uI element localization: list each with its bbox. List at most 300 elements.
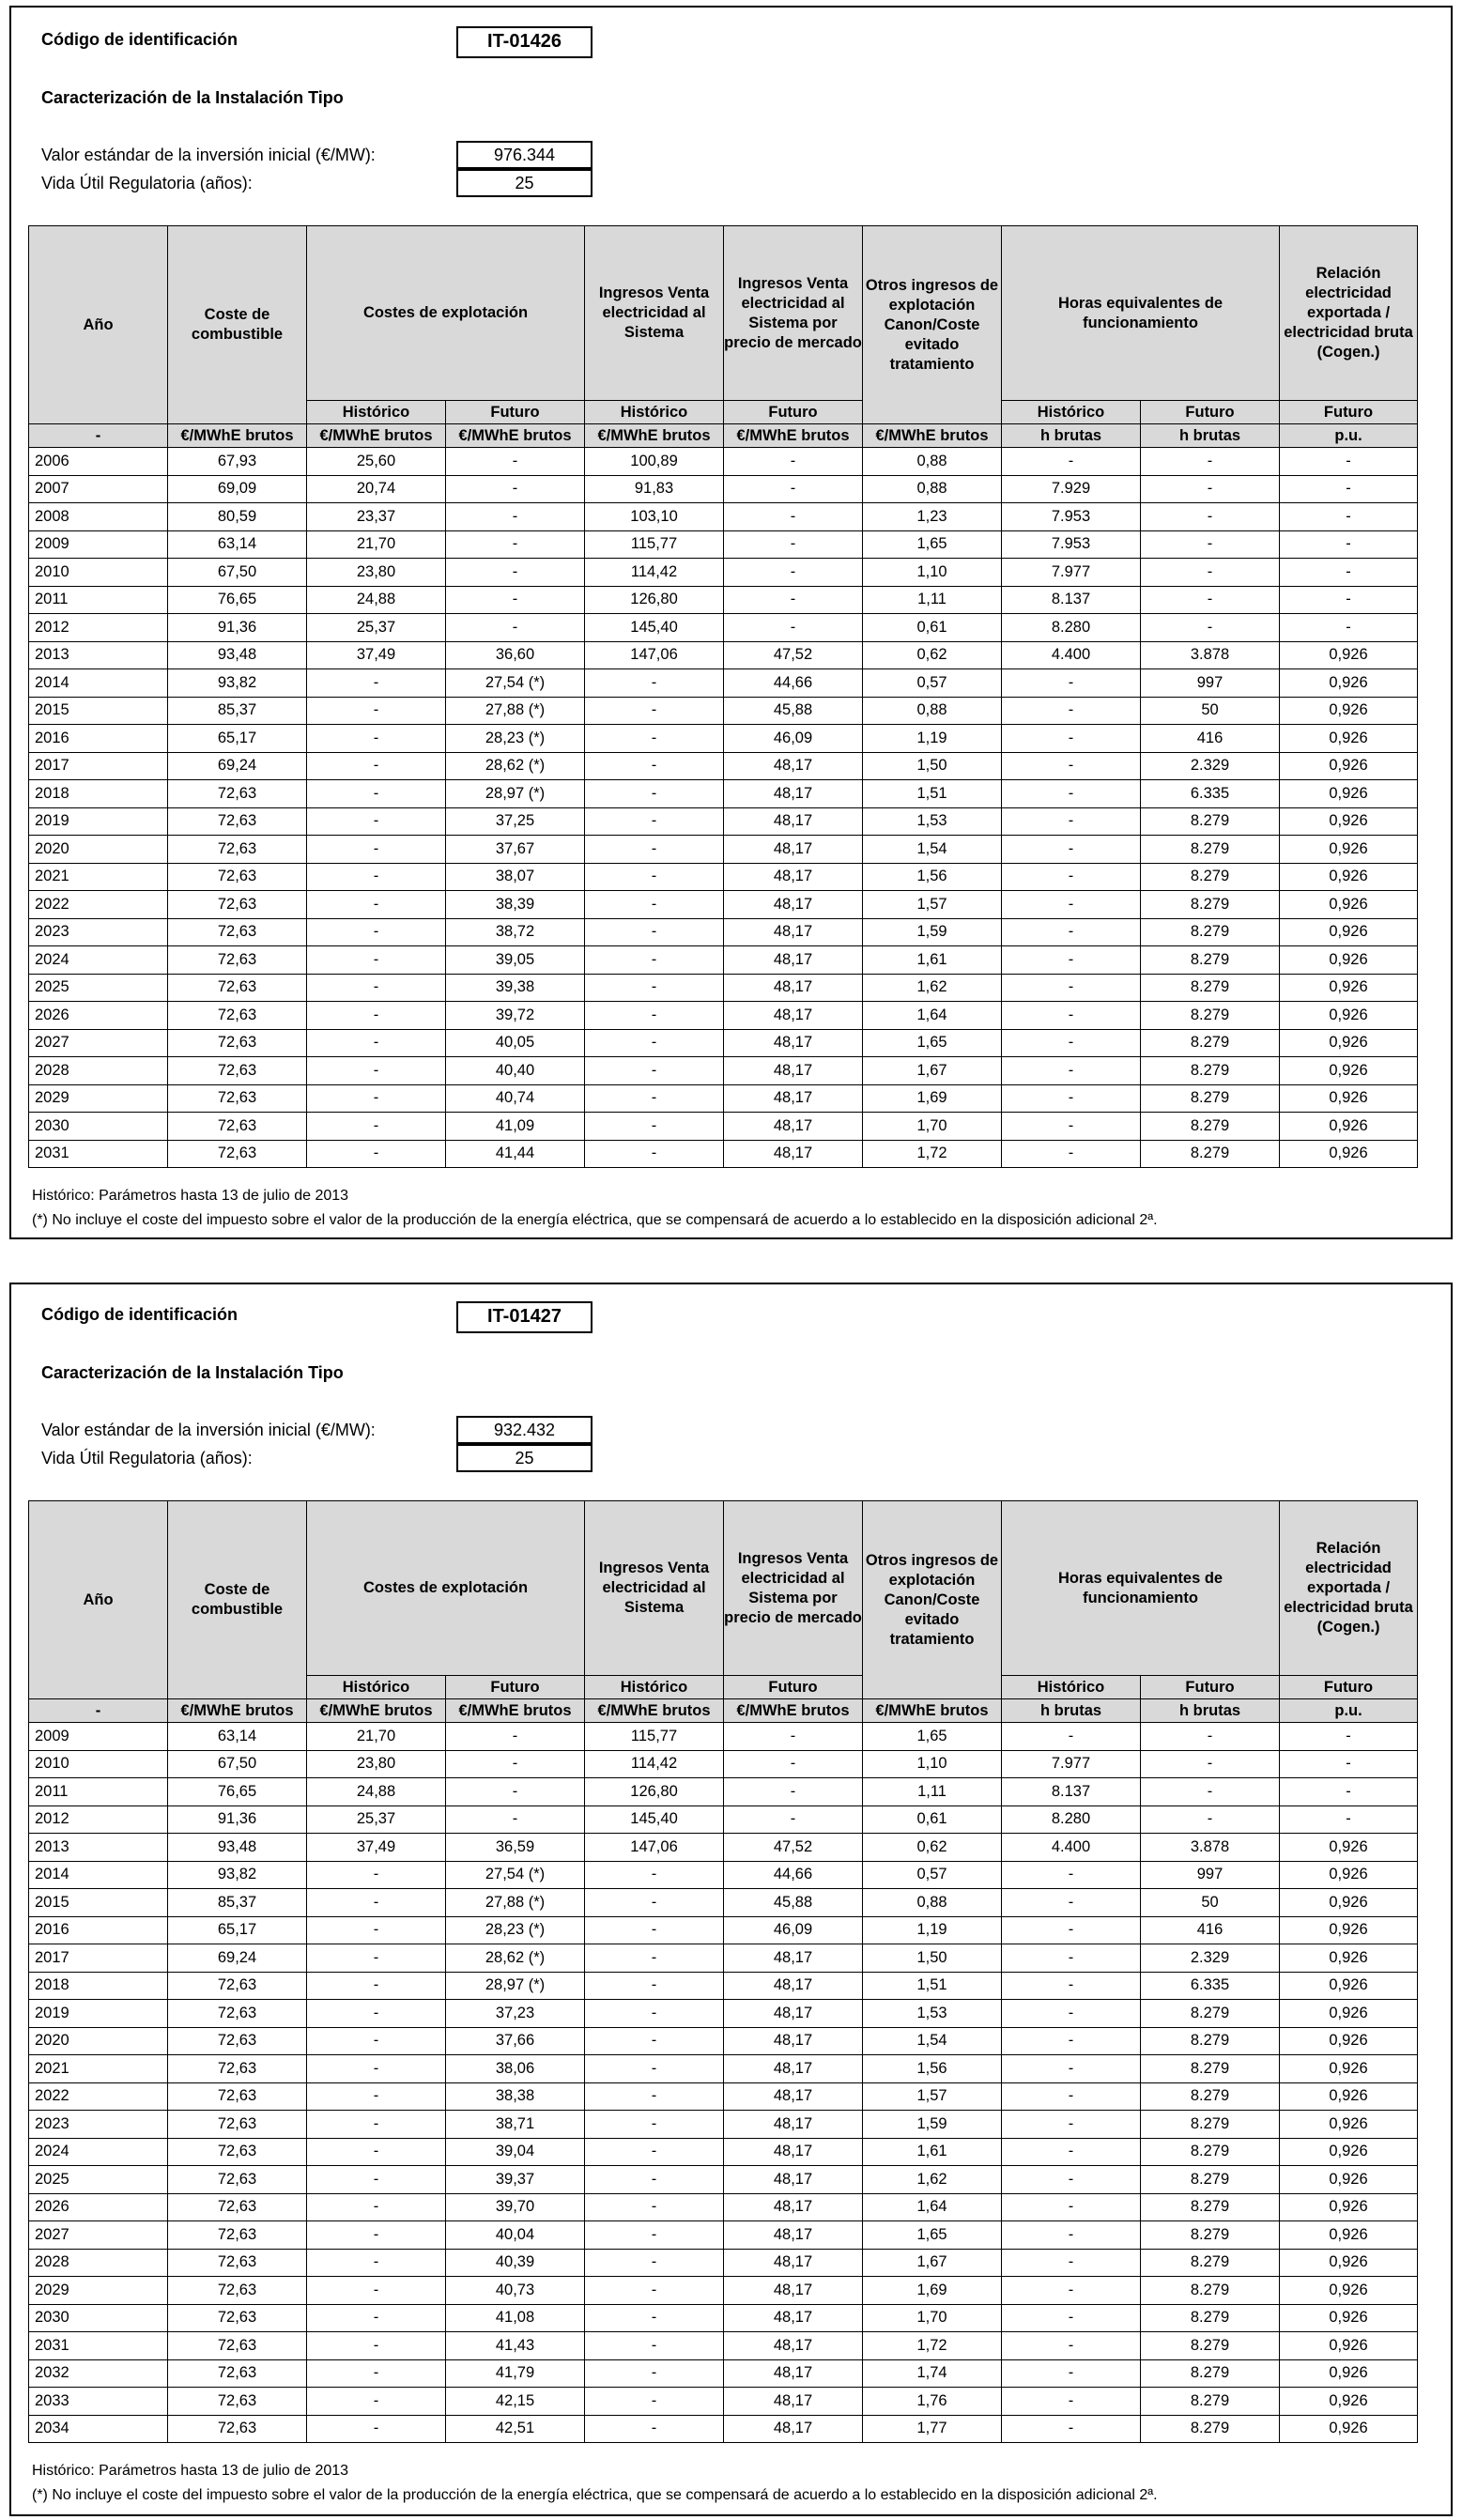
year-cell: 2016 — [29, 725, 168, 753]
header-opex: Costes de explotación — [307, 1501, 585, 1676]
value-cell: - — [1002, 2082, 1141, 2111]
value-cell: 1,65 — [863, 530, 1002, 559]
sub-historic: Histórico — [585, 401, 724, 424]
table-body — [29, 1723, 1418, 2443]
year-cell: 2020 — [29, 836, 168, 864]
value-cell: 115,77 — [585, 1723, 724, 1751]
life-label: Vida Útil Regulatoria (años): — [41, 174, 253, 192]
year-cell: 2022 — [29, 2082, 168, 2111]
value-cell: - — [1002, 2249, 1141, 2277]
year-cell: 2027 — [29, 1029, 168, 1057]
value-cell: - — [585, 1057, 724, 1085]
value-cell: 8.279 — [1141, 2082, 1280, 2111]
value-cell: 46,09 — [724, 1916, 863, 1944]
value-cell: 0,926 — [1280, 1113, 1418, 1141]
value-cell: 40,05 — [446, 1029, 585, 1057]
value-cell: 67,93 — [168, 448, 307, 476]
table-row — [29, 2082, 1418, 2111]
value-cell: 1,10 — [863, 559, 1002, 587]
value-cell: 0,926 — [1280, 2138, 1418, 2166]
value-cell: 45,88 — [724, 697, 863, 725]
table-row — [29, 891, 1418, 919]
value-cell: - — [1141, 448, 1280, 476]
data-table — [28, 1500, 1418, 2443]
table-row — [29, 475, 1418, 503]
value-cell: 0,926 — [1280, 2332, 1418, 2360]
header-year: Año — [29, 1501, 168, 1699]
note-footnote: (*) No incluye el coste del impuesto sobre el valor de la producción de la energía eléctrica, que se compensará de acuerdo a lo establecido en la disposición adicional 2ª. — [32, 1212, 1158, 1228]
code-value: IT-01427 — [456, 1301, 592, 1333]
value-cell: 72,63 — [168, 2027, 307, 2055]
year-cell: 2032 — [29, 2359, 168, 2388]
value-cell: 48,17 — [724, 2082, 863, 2111]
table-row — [29, 807, 1418, 836]
value-cell: 28,62 (*) — [446, 752, 585, 780]
value-cell: 0,926 — [1280, 974, 1418, 1002]
value-cell: - — [1002, 1057, 1141, 1085]
value-cell: 72,63 — [168, 2332, 307, 2360]
value-cell: - — [446, 1723, 585, 1751]
value-cell: 48,17 — [724, 2249, 863, 2277]
value-cell: 0,88 — [863, 1889, 1002, 1917]
value-cell: 8.279 — [1141, 1113, 1280, 1141]
table-row — [29, 1861, 1418, 1889]
sub-historic: Histórico — [1002, 1676, 1141, 1699]
value-cell: 1,61 — [863, 2138, 1002, 2166]
investment-label: Valor estándar de la inversión inicial (€/MW): — [41, 146, 376, 164]
sub-future: Futuro — [1141, 401, 1280, 424]
year-cell: 2028 — [29, 1057, 168, 1085]
unit-cell: h brutas — [1002, 1699, 1141, 1723]
value-cell: 0,926 — [1280, 2249, 1418, 2277]
year-cell: 2015 — [29, 1889, 168, 1917]
value-cell: 72,63 — [168, 2415, 307, 2443]
year-cell: 2009 — [29, 530, 168, 559]
value-cell: - — [1002, 2111, 1141, 2139]
value-cell: - — [1002, 1029, 1141, 1057]
value-cell: - — [307, 836, 446, 864]
value-cell: 3.878 — [1141, 1834, 1280, 1862]
value-cell: 8.280 — [1002, 614, 1141, 642]
table-row — [29, 1723, 1418, 1751]
value-cell: - — [585, 2055, 724, 2083]
value-cell: - — [307, 863, 446, 891]
value-cell: - — [585, 807, 724, 836]
year-cell: 2029 — [29, 1084, 168, 1113]
value-cell: - — [446, 448, 585, 476]
value-cell: 39,72 — [446, 1002, 585, 1030]
value-cell: 48,17 — [724, 1140, 863, 1168]
code-label: Código de identificación — [41, 1305, 239, 1324]
value-cell: 4.400 — [1002, 641, 1141, 669]
value-cell: 1,23 — [863, 503, 1002, 531]
value-cell: 72,63 — [168, 780, 307, 808]
value-cell: 0,926 — [1280, 1944, 1418, 1973]
life-value: 25 — [456, 1444, 592, 1472]
value-cell: 0,926 — [1280, 1916, 1418, 1944]
sub-future: Futuro — [724, 401, 863, 424]
unit-cell: €/MWhE brutos — [863, 424, 1002, 448]
value-cell: 1,59 — [863, 2111, 1002, 2139]
value-cell: 1,64 — [863, 2193, 1002, 2221]
value-cell: 23,37 — [307, 503, 446, 531]
value-cell: - — [1141, 586, 1280, 614]
year-cell: 2014 — [29, 1861, 168, 1889]
value-cell: 8.279 — [1141, 2249, 1280, 2277]
table-row — [29, 2027, 1418, 2055]
value-cell: 28,97 (*) — [446, 1972, 585, 2000]
year-cell: 2018 — [29, 780, 168, 808]
value-cell: - — [585, 2027, 724, 2055]
value-cell: 48,17 — [724, 807, 863, 836]
value-cell: 76,65 — [168, 586, 307, 614]
table-row — [29, 974, 1418, 1002]
value-cell: 65,17 — [168, 1916, 307, 1944]
value-cell: - — [1002, 1113, 1141, 1141]
unit-cell: €/MWhE brutos — [724, 424, 863, 448]
value-cell: - — [1002, 2388, 1141, 2416]
value-cell: - — [1002, 2332, 1141, 2360]
value-cell: - — [1002, 2304, 1141, 2332]
value-cell: - — [307, 2166, 446, 2194]
value-cell: 72,63 — [168, 1972, 307, 2000]
value-cell: - — [585, 2249, 724, 2277]
table-row — [29, 1944, 1418, 1973]
value-cell: - — [1141, 475, 1280, 503]
value-cell: 1,54 — [863, 2027, 1002, 2055]
value-cell: 103,10 — [585, 503, 724, 531]
value-cell: - — [585, 2221, 724, 2250]
value-cell: 48,17 — [724, 1002, 863, 1030]
table-row — [29, 1805, 1418, 1834]
table-row — [29, 2055, 1418, 2083]
value-cell: 50 — [1141, 697, 1280, 725]
value-cell: 0,926 — [1280, 836, 1418, 864]
value-cell: 36,59 — [446, 1834, 585, 1862]
header-other-income: Otros ingresos de explotación Canon/Coste evitado tratamiento — [863, 226, 1002, 424]
value-cell: - — [1002, 1002, 1141, 1030]
value-cell: 27,54 (*) — [446, 669, 585, 698]
value-cell: 126,80 — [585, 1778, 724, 1806]
unit-cell: €/MWhE brutos — [585, 1699, 724, 1723]
value-cell: 40,74 — [446, 1084, 585, 1113]
note-footnote: (*) No incluye el coste del impuesto sobre el valor de la producción de la energía eléctrica, que se compensará de acuerdo a lo establecido en la disposición adicional 2ª. — [32, 2487, 1158, 2503]
value-cell: - — [307, 2027, 446, 2055]
value-cell: - — [1002, 1916, 1141, 1944]
year-cell: 2010 — [29, 559, 168, 587]
value-cell: - — [1002, 2055, 1141, 2083]
value-cell: 72,63 — [168, 2138, 307, 2166]
value-cell: - — [585, 1002, 724, 1030]
value-cell: 21,70 — [307, 1723, 446, 1751]
value-cell: 114,42 — [585, 1750, 724, 1778]
value-cell: 28,97 (*) — [446, 780, 585, 808]
value-cell: 8.279 — [1141, 891, 1280, 919]
table-row — [29, 1057, 1418, 1085]
value-cell: 41,79 — [446, 2359, 585, 2388]
value-cell: 8.279 — [1141, 2221, 1280, 2250]
value-cell: 1,70 — [863, 2304, 1002, 2332]
value-cell: 72,63 — [168, 1029, 307, 1057]
unit-cell: - — [29, 424, 168, 448]
value-cell: 48,17 — [724, 1057, 863, 1085]
table-row — [29, 669, 1418, 698]
value-cell: 63,14 — [168, 1723, 307, 1751]
life-label: Vida Útil Regulatoria (años): — [41, 1449, 253, 1467]
value-cell: 38,38 — [446, 2082, 585, 2111]
value-cell: 7.977 — [1002, 559, 1141, 587]
value-cell: 40,40 — [446, 1057, 585, 1085]
value-cell: - — [1002, 1861, 1141, 1889]
year-cell: 2023 — [29, 918, 168, 946]
value-cell: - — [1280, 530, 1418, 559]
value-cell: 72,63 — [168, 863, 307, 891]
year-cell: 2009 — [29, 1723, 168, 1751]
value-cell: 0,926 — [1280, 697, 1418, 725]
value-cell: 1,64 — [863, 1002, 1002, 1030]
value-cell: 63,14 — [168, 530, 307, 559]
value-cell: 91,36 — [168, 1805, 307, 1834]
value-cell: - — [1002, 448, 1141, 476]
value-cell: 72,63 — [168, 2000, 307, 2028]
value-cell: 36,60 — [446, 641, 585, 669]
year-cell: 2017 — [29, 1944, 168, 1973]
value-cell: 1,69 — [863, 2277, 1002, 2305]
value-cell: 0,926 — [1280, 725, 1418, 753]
value-cell: 8.279 — [1141, 2055, 1280, 2083]
table-row — [29, 1750, 1418, 1778]
value-cell: 25,37 — [307, 1805, 446, 1834]
value-cell: 27,54 (*) — [446, 1861, 585, 1889]
sub-future: Futuro — [446, 1676, 585, 1699]
value-cell: 8.279 — [1141, 2332, 1280, 2360]
table-row — [29, 918, 1418, 946]
value-cell: 1,72 — [863, 2332, 1002, 2360]
value-cell: 39,38 — [446, 974, 585, 1002]
value-cell: - — [307, 2249, 446, 2277]
value-cell: - — [585, 2193, 724, 2221]
value-cell: 72,63 — [168, 1057, 307, 1085]
table-row — [29, 780, 1418, 808]
value-cell: 0,926 — [1280, 2111, 1418, 2139]
year-cell: 2017 — [29, 752, 168, 780]
table-row — [29, 1834, 1418, 1862]
value-cell: - — [1280, 475, 1418, 503]
value-cell: - — [585, 697, 724, 725]
value-cell: 8.279 — [1141, 2277, 1280, 2305]
code-value: IT-01426 — [456, 26, 592, 58]
value-cell: - — [307, 1972, 446, 2000]
value-cell: 39,04 — [446, 2138, 585, 2166]
year-cell: 2021 — [29, 2055, 168, 2083]
value-cell: - — [307, 1002, 446, 1030]
table-row — [29, 752, 1418, 780]
value-cell: 0,926 — [1280, 2388, 1418, 2416]
value-cell: - — [1141, 530, 1280, 559]
value-cell: 1,57 — [863, 2082, 1002, 2111]
value-cell: 48,17 — [724, 1113, 863, 1141]
value-cell: - — [585, 918, 724, 946]
value-cell: 28,23 (*) — [446, 725, 585, 753]
value-cell: 3.878 — [1141, 641, 1280, 669]
value-cell: 48,17 — [724, 891, 863, 919]
value-cell: 72,63 — [168, 1140, 307, 1168]
value-cell: 2.329 — [1141, 1944, 1280, 1973]
value-cell: 72,63 — [168, 2193, 307, 2221]
value-cell: - — [585, 836, 724, 864]
value-cell: 72,63 — [168, 2166, 307, 2194]
value-cell: 8.279 — [1141, 2388, 1280, 2416]
value-cell: 48,17 — [724, 752, 863, 780]
value-cell: 7.953 — [1002, 503, 1141, 531]
value-cell: 48,17 — [724, 2221, 863, 2250]
value-cell: - — [585, 1889, 724, 1917]
value-cell: - — [585, 1944, 724, 1973]
table-row — [29, 1916, 1418, 1944]
value-cell: 41,43 — [446, 2332, 585, 2360]
header-fuel-cost: Coste de combustible — [168, 226, 307, 424]
value-cell: 37,23 — [446, 2000, 585, 2028]
value-cell: 42,51 — [446, 2415, 585, 2443]
value-cell: 1,72 — [863, 1140, 1002, 1168]
year-cell: 2028 — [29, 2249, 168, 2277]
value-cell: - — [585, 2415, 724, 2443]
table-row — [29, 1002, 1418, 1030]
header-hours: Horas equivalentes de funcionamiento — [1002, 1501, 1280, 1676]
value-cell: 80,59 — [168, 503, 307, 531]
value-cell: - — [724, 586, 863, 614]
value-cell: 147,06 — [585, 1834, 724, 1862]
year-cell: 2030 — [29, 2304, 168, 2332]
value-cell: 67,50 — [168, 559, 307, 587]
value-cell: - — [307, 1944, 446, 1973]
value-cell: 72,63 — [168, 2055, 307, 2083]
value-cell: 46,09 — [724, 725, 863, 753]
value-cell: 48,17 — [724, 2138, 863, 2166]
value-cell: - — [1280, 1805, 1418, 1834]
value-cell: 8.280 — [1002, 1805, 1141, 1834]
value-cell: 91,36 — [168, 614, 307, 642]
value-cell: 114,42 — [585, 559, 724, 587]
value-cell: 1,67 — [863, 2249, 1002, 2277]
value-cell: 1,53 — [863, 807, 1002, 836]
value-cell: - — [724, 1723, 863, 1751]
investment-value: 932.432 — [456, 1416, 592, 1444]
value-cell: - — [307, 2138, 446, 2166]
value-cell: 0,926 — [1280, 2193, 1418, 2221]
value-cell: 91,83 — [585, 475, 724, 503]
header-other-income: Otros ingresos de explotación Canon/Coste evitado tratamiento — [863, 1501, 1002, 1699]
value-cell: - — [585, 1084, 724, 1113]
year-cell: 2008 — [29, 503, 168, 531]
value-cell: - — [1141, 1778, 1280, 1806]
value-cell: 85,37 — [168, 697, 307, 725]
value-cell: - — [1141, 1723, 1280, 1751]
value-cell: - — [724, 1778, 863, 1806]
value-cell: 20,74 — [307, 475, 446, 503]
value-cell: 1,19 — [863, 1916, 1002, 1944]
table-row — [29, 2138, 1418, 2166]
value-cell: 24,88 — [307, 586, 446, 614]
value-cell: 25,60 — [307, 448, 446, 476]
value-cell: - — [1002, 697, 1141, 725]
value-cell: - — [1002, 780, 1141, 808]
value-cell: - — [1002, 2221, 1141, 2250]
header-opex: Costes de explotación — [307, 226, 585, 401]
value-cell: 39,37 — [446, 2166, 585, 2194]
value-cell: - — [1002, 891, 1141, 919]
value-cell: 48,17 — [724, 2000, 863, 2028]
value-cell: - — [1002, 1889, 1141, 1917]
value-cell: - — [1002, 2359, 1141, 2388]
value-cell: - — [307, 2304, 446, 2332]
year-cell: 2012 — [29, 614, 168, 642]
value-cell: 147,06 — [585, 641, 724, 669]
table-row — [29, 530, 1418, 559]
value-cell: 1,50 — [863, 1944, 1002, 1973]
value-cell: 28,23 (*) — [446, 1916, 585, 1944]
value-cell: - — [307, 1861, 446, 1889]
header-sales-income: Ingresos Venta electricidad al Sistema — [585, 226, 724, 401]
value-cell: 1,65 — [863, 1029, 1002, 1057]
unit-cell: h brutas — [1141, 1699, 1280, 1723]
value-cell: - — [724, 530, 863, 559]
value-cell: - — [724, 475, 863, 503]
value-cell: - — [307, 697, 446, 725]
value-cell: - — [446, 614, 585, 642]
value-cell: 47,52 — [724, 1834, 863, 1862]
value-cell: 1,19 — [863, 725, 1002, 753]
year-cell: 2025 — [29, 2166, 168, 2194]
value-cell: 8.279 — [1141, 2166, 1280, 2194]
value-cell: 23,80 — [307, 1750, 446, 1778]
value-cell: 8.279 — [1141, 863, 1280, 891]
value-cell: 8.279 — [1141, 1057, 1280, 1085]
table-row — [29, 1029, 1418, 1057]
value-cell: - — [1002, 1972, 1141, 2000]
sub-future: Futuro — [1141, 1676, 1280, 1699]
value-cell: 1,59 — [863, 918, 1002, 946]
value-cell: 1,74 — [863, 2359, 1002, 2388]
value-cell: 24,88 — [307, 1778, 446, 1806]
value-cell: - — [307, 2000, 446, 2028]
year-cell: 2020 — [29, 2027, 168, 2055]
value-cell: 1,50 — [863, 752, 1002, 780]
value-cell: 72,63 — [168, 2249, 307, 2277]
sub-future: Futuro — [1280, 1676, 1418, 1699]
value-cell: 72,63 — [168, 1084, 307, 1113]
value-cell: - — [446, 586, 585, 614]
value-cell: - — [724, 559, 863, 587]
section-subtitle: Caracterización de la Instalación Tipo — [41, 1363, 344, 1382]
value-cell: - — [1280, 614, 1418, 642]
value-cell: 0,61 — [863, 614, 1002, 642]
value-cell: - — [307, 2277, 446, 2305]
value-cell: 69,24 — [168, 752, 307, 780]
year-cell: 2034 — [29, 2415, 168, 2443]
value-cell: 997 — [1141, 1861, 1280, 1889]
year-cell: 2031 — [29, 1140, 168, 1168]
value-cell: - — [1002, 2027, 1141, 2055]
value-cell: - — [307, 1057, 446, 1085]
value-cell: 0,926 — [1280, 1029, 1418, 1057]
value-cell: 1,56 — [863, 2055, 1002, 2083]
section-subtitle: Caracterización de la Instalación Tipo — [41, 88, 344, 107]
value-cell: 0,926 — [1280, 669, 1418, 698]
value-cell: 42,15 — [446, 2388, 585, 2416]
value-cell: - — [307, 2415, 446, 2443]
value-cell: 48,17 — [724, 836, 863, 864]
